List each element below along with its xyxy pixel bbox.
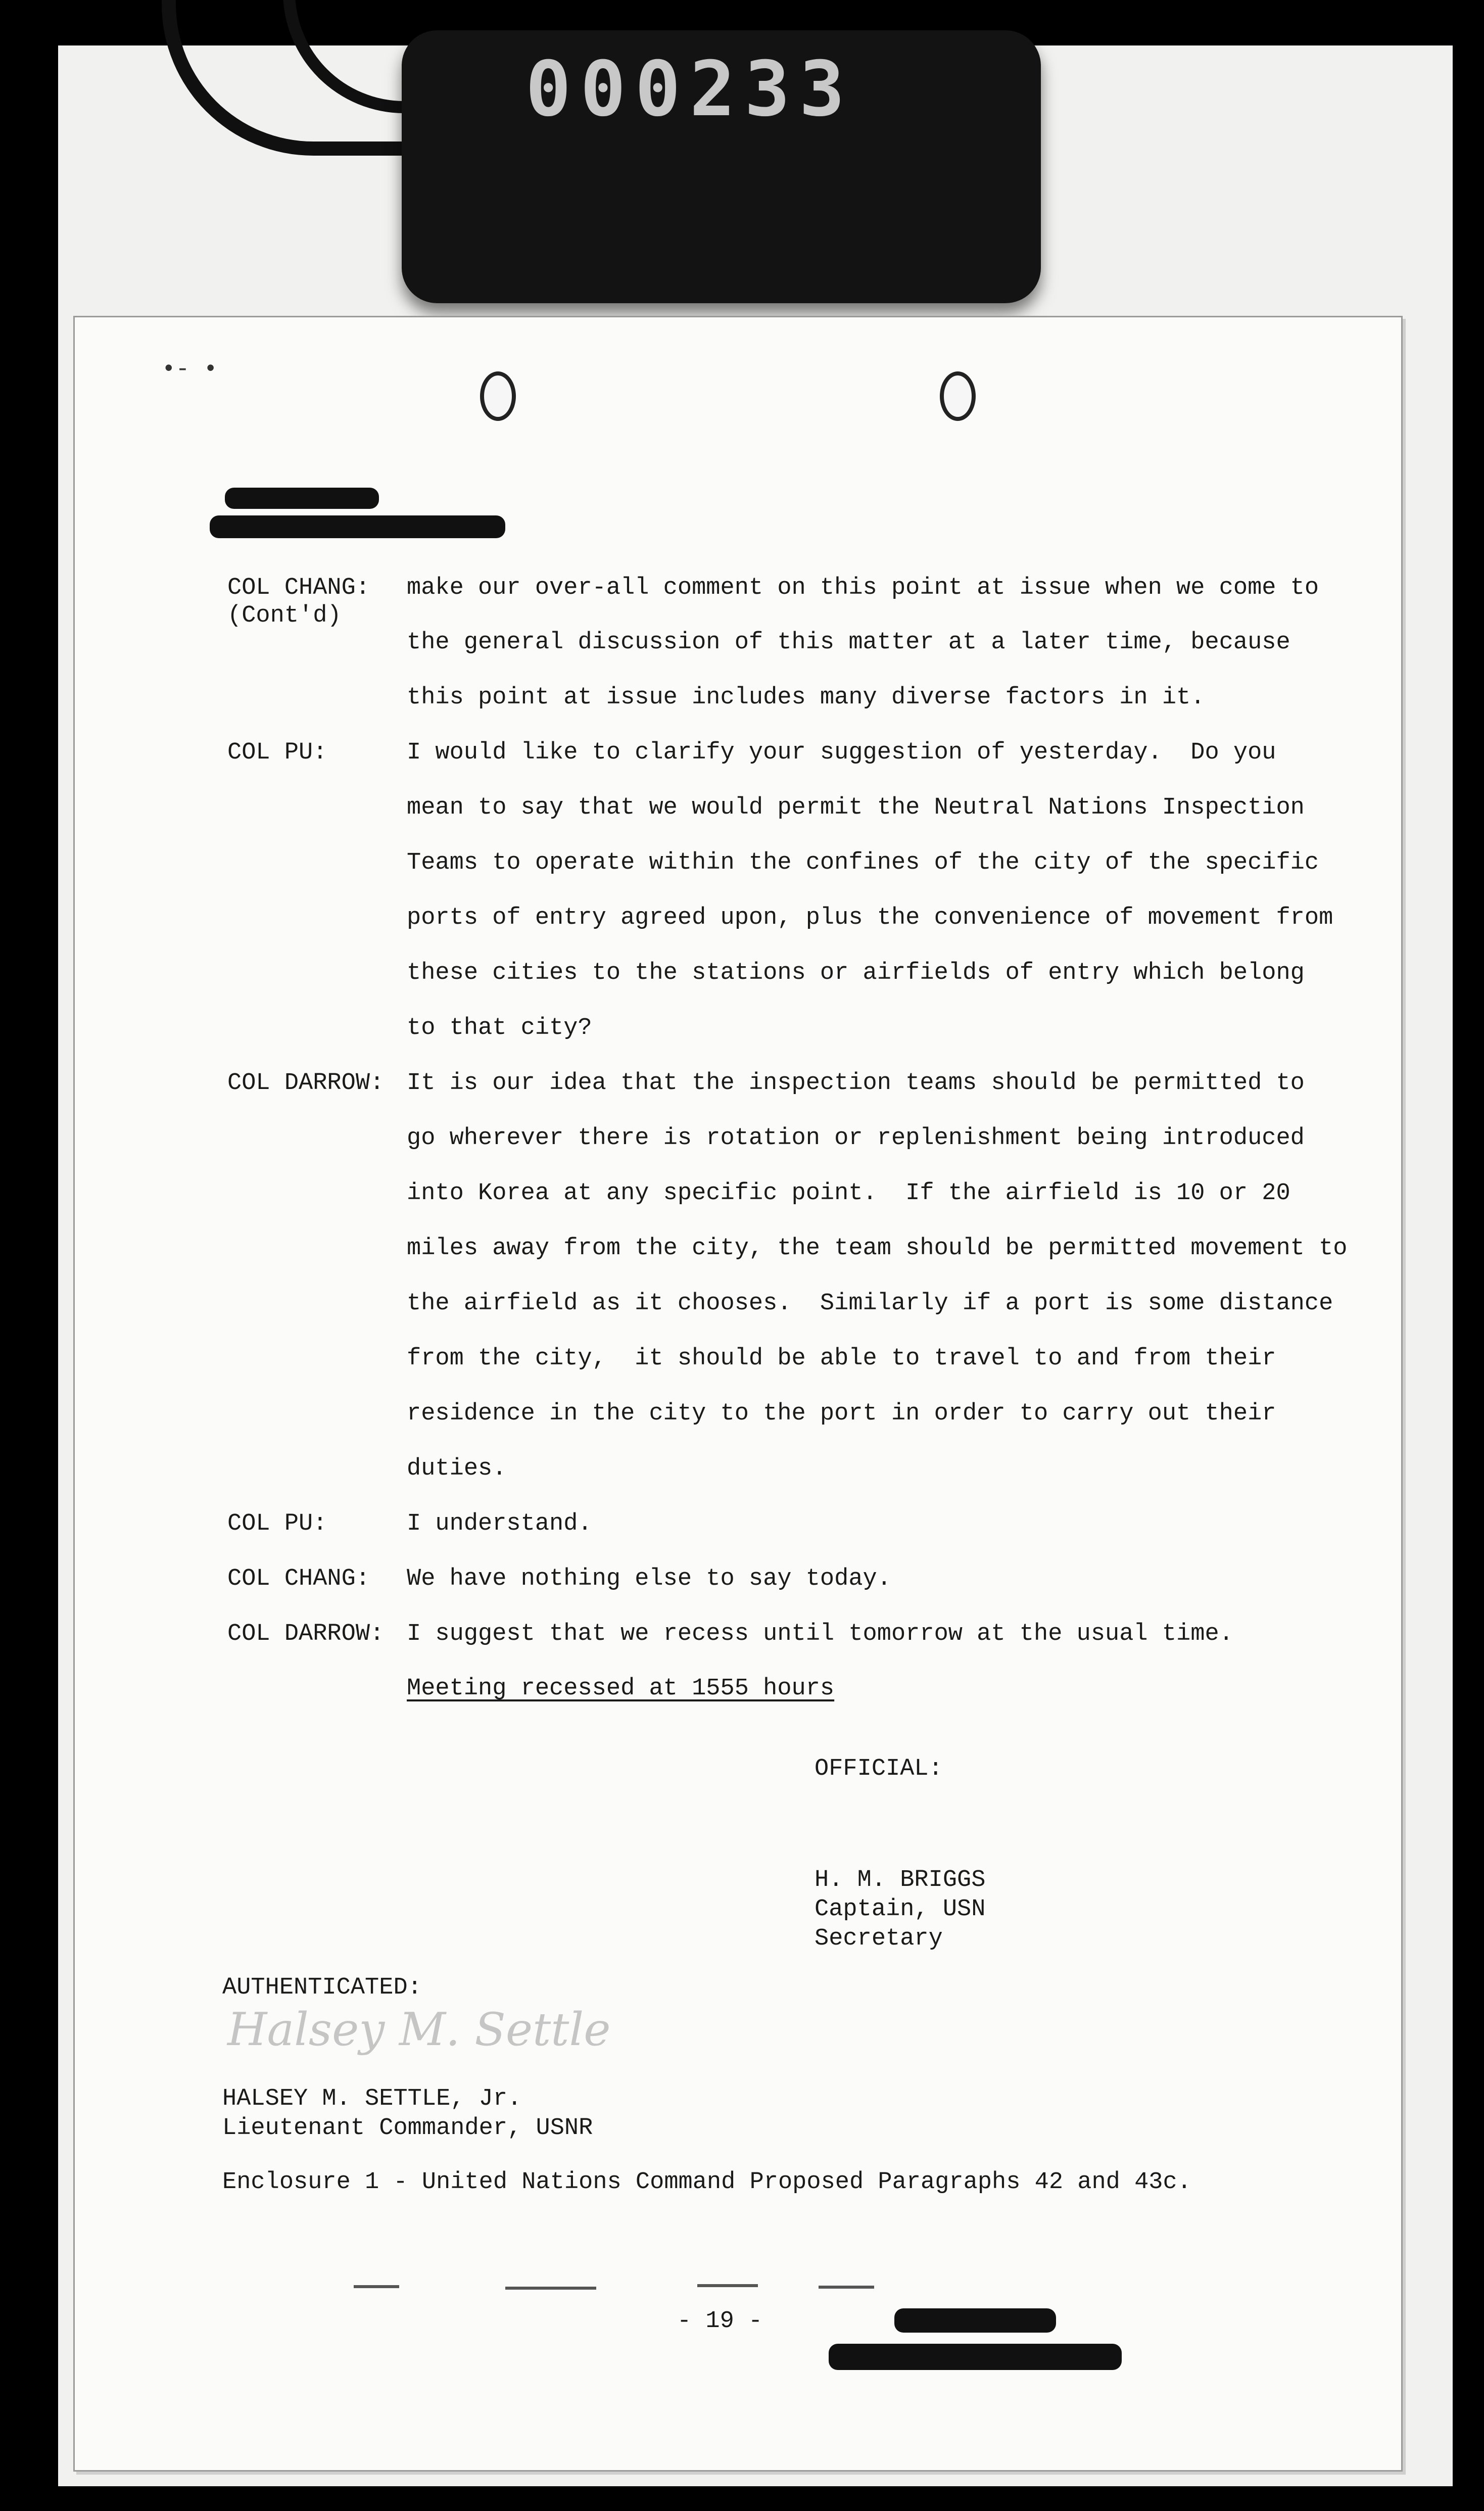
speaker-label: COL PU:: [227, 1510, 327, 1537]
text-line: I understand.: [407, 1510, 592, 1537]
authenticated-rank: Lieutenant Commander, USNR: [222, 2115, 593, 2142]
redaction-bar-footer-classification: [829, 2344, 1122, 2370]
text-line: ports of entry agreed upon, plus the convenience of movement from: [407, 905, 1333, 931]
speaker-label: COL PU:: [227, 739, 327, 766]
text-line: from the city, it should be able to travel to and from their: [407, 1345, 1276, 1372]
text-line: I suggest that we recess until tomorrow at the usual time.: [407, 1621, 1233, 1647]
official-name: H. M. BRIGGS: [815, 1867, 986, 1893]
handwritten-signature: [222, 2003, 611, 2056]
page-number: - 19 -: [677, 2308, 763, 2335]
signature-text: Halsey M. Settle: [227, 2003, 611, 2056]
stray-mark: •- •: [162, 356, 218, 383]
text-line: the general discussion of this matter at a later time, because: [407, 629, 1290, 656]
speaker-label: COL CHANG:: [227, 1566, 370, 1592]
speaker-label: COL DARROW:: [227, 1070, 385, 1097]
text-line: go wherever there is rotation or replenishment being introduced: [407, 1125, 1305, 1152]
redaction-bar-classification: [210, 515, 505, 538]
text-line: miles away from the city, the team should be permitted movement to: [407, 1235, 1348, 1262]
redaction-bar-top: [225, 488, 379, 509]
official-label: OFFICIAL:: [815, 1756, 943, 1782]
dash-mark: [697, 2284, 758, 2287]
text-line: We have nothing else to say today.: [407, 1566, 891, 1592]
text-line: make our over-all comment on this point at issue when we come to: [407, 575, 1319, 601]
text-line: I would like to clarify your suggestion of yesterday. Do you: [407, 739, 1276, 766]
text-line: residence in the city to the port in order to carry out their: [407, 1400, 1276, 1427]
text-line: to that city?: [407, 1015, 592, 1041]
authenticated-label: AUTHENTICATED:: [222, 1974, 422, 2001]
dash-mark: [819, 2286, 874, 2289]
dash-mark: [354, 2285, 399, 2288]
text-line: these cities to the stations or airfields of entry which belong: [407, 960, 1305, 986]
speaker-label: COL CHANG:: [227, 575, 370, 601]
recess-note: Meeting recessed at 1555 hours: [407, 1675, 835, 1702]
text-line: into Korea at any specific point. If the airfield is 10 or 20: [407, 1180, 1290, 1207]
official-title: Secretary: [815, 1925, 943, 1952]
dash-mark: [505, 2287, 596, 2290]
frame-counter: 000233: [525, 45, 854, 133]
text-line: It is our idea that the inspection teams should be permitted to: [407, 1070, 1305, 1097]
text-line: Teams to operate within the confines of the city of the specific: [407, 849, 1319, 876]
punch-hole-right: [940, 371, 976, 421]
enclosure-line: Enclosure 1 - United Nations Command Proposed Paragraphs 42 and 43c.: [222, 2169, 1191, 2196]
redaction-bar-footer: [894, 2308, 1056, 2333]
official-rank: Captain, USN: [815, 1896, 986, 1923]
text-line: this point at issue includes many diverse factors in it.: [407, 684, 1205, 711]
speaker-continued: (Cont'd): [227, 602, 342, 629]
text-line: mean to say that we would permit the Neutral Nations Inspection: [407, 794, 1305, 821]
speaker-label: COL DARROW:: [227, 1621, 385, 1647]
authenticated-name: HALSEY M. SETTLE, Jr.: [222, 2086, 522, 2112]
punch-hole-left: [480, 371, 516, 421]
text-line: duties.: [407, 1455, 507, 1482]
text-line: the airfield as it chooses. Similarly if a port is some distance: [407, 1290, 1333, 1317]
